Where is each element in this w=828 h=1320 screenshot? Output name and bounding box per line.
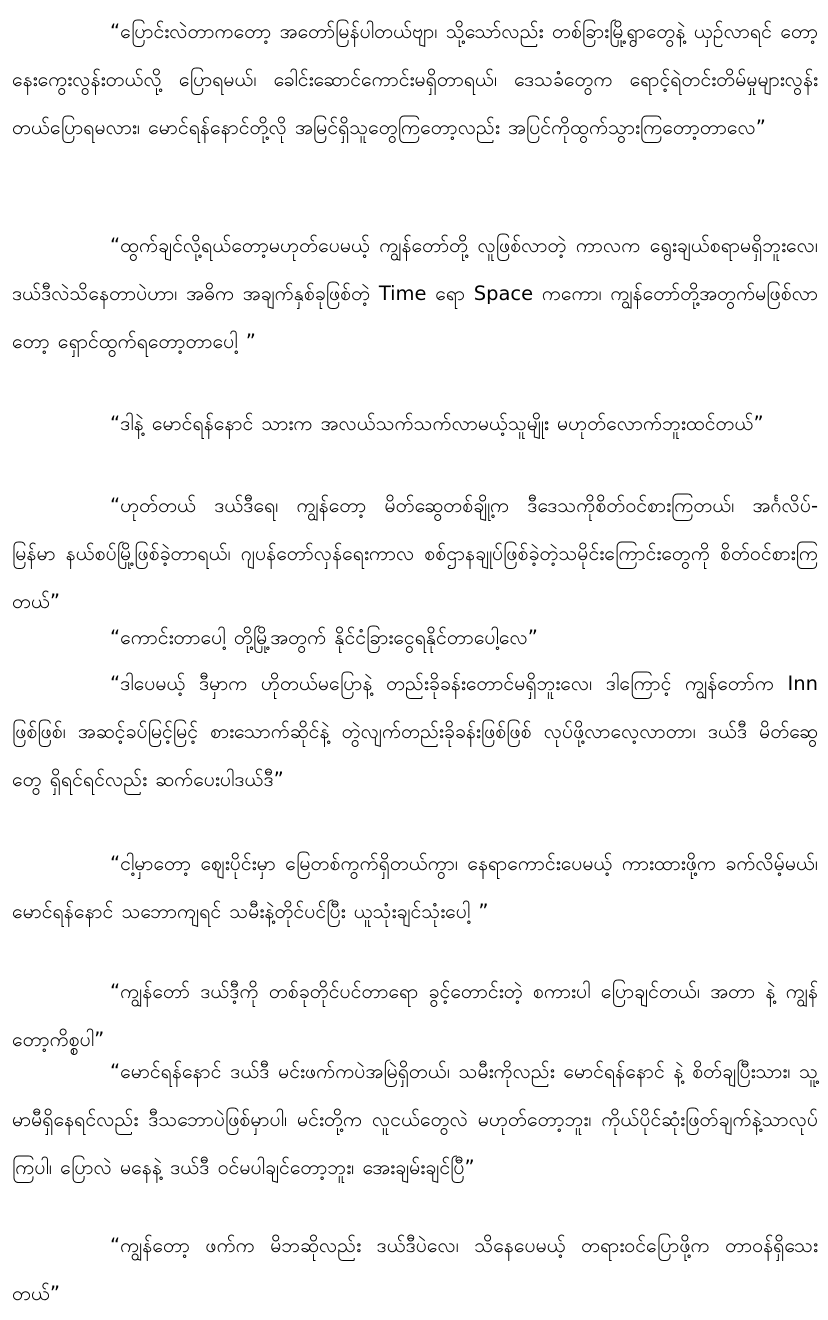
- paragraph: “ဟုတ်တယ် ဒယ်ဒီရေ၊ ကျွန်တော့ မိတ်ဆွေတစ်ချို့က ဒီဒေသကိုစိတ်ဝင်စားကြတယ်၊ အင်္ဂလိပ်- မြန်မာ နယ်စပ်မြို့ဖြစ်ခဲ့တာရယ်၊ ဂျပန်တော်လှန်ရေးကာလ စစ်ဌာနချုပ်ဖြစ်ခဲ့တဲ့သမိုင်းကြောင်းတွေကို စိတ်ဝင်စားကြတယ်”: [12, 494, 818, 613]
- paragraph: “မောင်ရန်နောင် ဒယ်ဒီ မင်းဖက်ကပဲအမြဲရှိတယ်၊ သမီးကိုလည်း မောင်ရန်နောင် နဲ့ စိတ်ချပြီးသား၊ သူ့မာမီရှိနေရင်လည်း ဒီသဘောပဲဖြစ်မှာပါ၊ မင်းတို့က လူငယ်တွေလဲ မဟုတ်တော့ဘူး၊ ကိုယ်ပိုင်ဆုံးဖြတ်ချက်နဲ့သာလုပ်ကြပါ၊ ပြောလဲ မနေနဲ့ ဒယ်ဒီ ဝင်မပါချင်တော့ဘူး၊ အေးချမ်းချင်ပြီ”: [12, 1060, 818, 1179]
- paragraph: “ကောင်းတာပေါ့ တို့မြို့အတွက် နိုင်ငံခြားငွေရနိုင်တာပေါ့လေ”: [110, 626, 538, 649]
- paragraph: “ကျွန်တော် ဒယ်ဒီ့ကို တစ်ခုတိုင်ပင်တာရော ခွင့်တောင်းတဲ့ စကားပါ ပြောချင်တယ်၊ အတာ နဲ့ ကျွန်တော့ကိစ္စပါ”: [12, 980, 818, 1051]
- paragraph: “ငါ့မှာတော့ ဈေးပိုင်းမှာ မြေတစ်ကွက်ရှိတယ်ကွာ၊ နေရာကောင်းပေမယ့် ကားထားဖို့က ခက်လိမ့်မယ်၊ မောင်ရန်နောင် သဘောကျရင် သမီးနဲ့တိုင်ပင်ပြီး ယူသုံးချင်သုံးပေါ့ ”: [12, 852, 818, 923]
- paragraph: “ဒါနဲ့ မောင်ရန်နောင် သားက အလယ်သက်သက်လာမယ့်သူမျိုး မဟုတ်လောက်ဘူးထင်တယ်”: [110, 412, 764, 435]
- paragraph: “ကျွန်တော့ ဖက်က မိဘဆိုလည်း ဒယ်ဒီပဲလေ၊ သိနေပေမယ့် တရားဝင်ပြောဖို့က တာဝန်ရှိသေးတယ်”: [12, 1234, 818, 1305]
- paragraph: “ပြောင်းလဲတာကတော့ အတော်မြန်ပါတယ်ဗျာ၊ သို့သော်လည်း တစ်ခြားမြို့ရွာတွေနဲ့ ယှဉ်လာရင် တော့နေးကွေးလွန်းတယ်လို့ ပြောရမယ်၊ ခေါင်းဆောင်ကောင်းမရှိတာရယ်၊ ဒေသခံတွေက ရောင့်ရဲတင်းတိမ်မှုများလွန်းတယ်ပြောရမလား၊ မောင်ရန်နောင်တို့လို အမြင်ရှိသူတွေကြတော့လည်း အပြင်ကိုထွက်သွားကြတော့တာလေ”: [12, 20, 818, 139]
- paragraph: “ထွက်ချင်လို့ရယ်တော့မဟုတ်ပေမယ့် ကျွန်တော်တို့ လူဖြစ်လာတဲ့ ကာလက ရွေးချယ်စရာမရှိဘူးလေ၊ ဒယ်ဒီလဲသိနေတာပဲဟာ၊ အဓိက အချက်နှစ်ခုဖြစ်တဲ့ Time ရော Space ကကော၊ ကျွန်တော်တို့အတွက်မဖြစ်လာတော့ ရှောင်ထွက်ရတော့တာပေါ့ ”: [12, 234, 818, 353]
- paragraph: “ဒါပေမယ့် ဒီမှာက ဟိုတယ်မပြောနဲ့ တည်းခိုခန်းတောင်မရှိဘူးလေ၊ ဒါကြောင့် ကျွန်တော်က Inn ဖြစ်ဖြစ်၊ အဆင့်ခပ်မြင့်မြင့် စားသောက်ဆိုင်နဲ့ တွဲလျက်တည်းခိုခန်းဖြစ်ဖြစ် လုပ်ဖို့လာလေ့လာတာ၊ ဒယ်ဒီ မိတ်ဆွေတွေ ရှိရင်ရင်လည်း ဆက်ပေးပါဒယ်ဒီ”: [12, 672, 818, 791]
